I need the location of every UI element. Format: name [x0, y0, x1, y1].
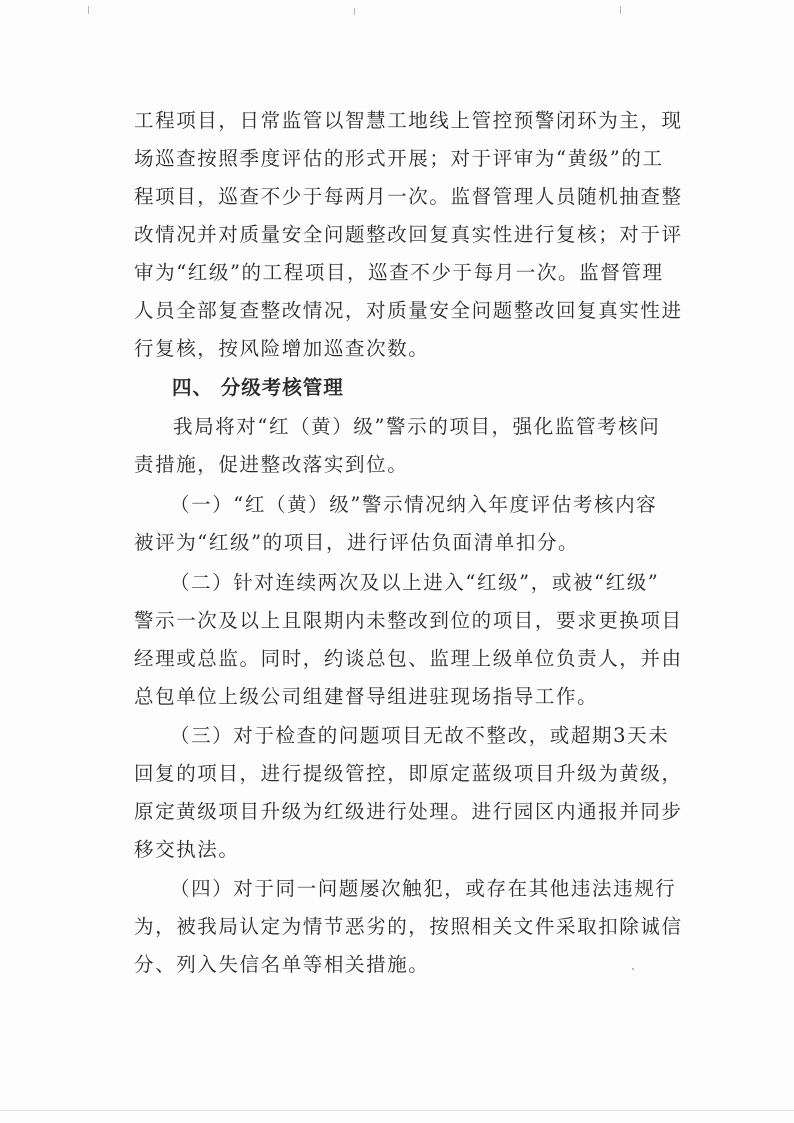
- body-line: 警示一次及以上且限期内未整改到位的项目，要求更换项目: [134, 609, 683, 632]
- body-line: 被评为“红级”的项目，进行评估负面清单扣分。: [134, 531, 580, 554]
- body-line: 原定黄级项目升级为红级进行处理。进行园区内通报并同步: [134, 800, 683, 823]
- body-line: 改情况并对质量安全问题整改回复真实性进行复核；对于评: [134, 223, 683, 246]
- body-line: 经理或总监。同时，约谈总包、监理上级单位负责人，并由: [134, 647, 683, 670]
- body-line: 审为“红级”的工程项目，巡查不少于每月一次。监督管理: [134, 261, 664, 284]
- body-line: （四）对于同一问题屡次触犯，或存在其他违法违规行: [170, 877, 677, 900]
- scan-mark: [632, 968, 634, 970]
- body-line: 工程项目，日常监管以智慧工地线上管控预警闭环为主，现: [134, 109, 683, 132]
- body-line: 场巡查按照季度评估的形式开展；对于评审为“黄级”的工: [134, 147, 664, 170]
- scan-mark: [88, 6, 89, 14]
- page-bottom-edge: [0, 1110, 794, 1111]
- scan-mark: [354, 8, 355, 15]
- body-line: 责措施，促进整改落实到位。: [134, 453, 409, 476]
- body-line: （三）对于检查的问题项目无故不整改，或超期3天未: [170, 724, 670, 747]
- body-line: 程项目，巡查不少于每两月一次。监督管理人员随机抽查整: [134, 185, 683, 208]
- body-line: 分、列入失信名单等相关措施。: [134, 953, 430, 976]
- body-line: 人员全部复查整改情况，对质量安全问题整改回复真实性进: [134, 299, 683, 322]
- body-line: 移交执法。: [134, 838, 240, 861]
- scan-mark: [620, 6, 621, 14]
- section-heading: 四、 分级考核管理: [172, 376, 344, 399]
- body-line: 为，被我局认定为情节恶劣的，按照相关文件采取扣除诚信: [134, 915, 683, 938]
- body-line: （一）“红（黄）级”警示情况纳入年度评估考核内容: [170, 493, 658, 516]
- body-line: （二）针对连续两次及以上进入“红级”，或被“红级”: [170, 571, 660, 594]
- body-line: 总包单位上级公司组建督导组进驻现场指导工作。: [134, 685, 599, 708]
- body-line: 回复的项目，进行提级管控，即原定蓝级项目升级为黄级，: [134, 762, 683, 785]
- body-line: 行复核，按风险增加巡查次数。: [134, 337, 430, 360]
- body-line: 我局将对“红（黄）级”警示的项目，强化监管考核问: [173, 415, 661, 438]
